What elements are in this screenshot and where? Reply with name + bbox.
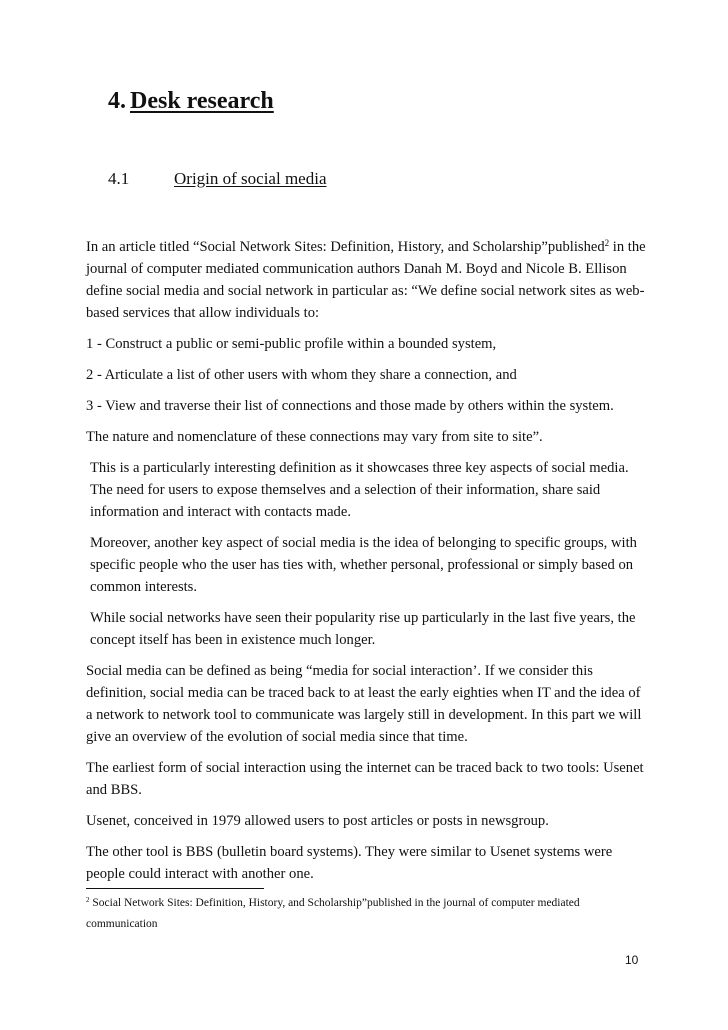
section-heading bbox=[108, 86, 274, 116]
subsection-heading bbox=[108, 168, 327, 190]
paragraph-nature: The nature and nomenclature of these connections may vary from site to site”. bbox=[86, 429, 543, 445]
paragraph-intro-part2: in the journal of computer mediated communication authors Danah M. Boyd and Nicole B. Ellison define social media and social network in particular as: “We define social network sites as web-based services that allow individuals to: bbox=[86, 239, 646, 321]
paragraph-intro-part1: In an article titled “Social Network Sites: Definition, History, and Scholarship”published bbox=[86, 239, 605, 255]
subsection-number: 4.1 bbox=[108, 169, 130, 188]
paragraph-bbs: The other tool is BBS (bulletin board systems). They were similar to Usenet systems were people could interact with another one. bbox=[86, 844, 613, 882]
footnote-separator bbox=[86, 888, 264, 889]
footnote-mark: 2 bbox=[86, 896, 90, 904]
subsection-title: Origin of social media bbox=[174, 169, 327, 188]
footnote-text: Social Network Sites: Definition, History, and Scholarship”published in the journal of computer mediated communication bbox=[86, 897, 580, 930]
footnote bbox=[86, 893, 646, 935]
paragraph-definition-media: Social media can be defined as being “media for social interaction’. If we consider this definition, social media can be traced back to at least the early eighties when IT and the idea of a network to network tool to communicate was largely still in development. In this part we will give an overview of the evolution of social media since that time. bbox=[86, 663, 642, 745]
paragraph-popularity: While social networks have seen their popularity rise up particularly in the last five years, the concept itself has been in existence much longer. bbox=[90, 610, 636, 648]
paragraph-usenet: Usenet, conceived in 1979 allowed users to post articles or posts in newsgroup. bbox=[86, 813, 549, 829]
paragraph-intro bbox=[86, 236, 646, 324]
page-number: 10 bbox=[625, 953, 639, 967]
paragraph-definition-comment: This is a particularly interesting definition as it showcases three key aspects of social media. The need for users to expose themselves and a selection of their information, share said information and interact with contacts made. bbox=[90, 460, 629, 520]
list-item-1: 1 - Construct a public or semi-public profile within a bounded system, bbox=[86, 336, 497, 352]
section-title: Desk research bbox=[130, 88, 274, 114]
body-text bbox=[86, 236, 646, 894]
list-item-2: 2 - Articulate a list of other users with whom they share a connection, and bbox=[86, 367, 517, 383]
paragraph-earliest-form: The earliest form of social interaction using the internet can be traced back to two tools: Usenet and BBS. bbox=[86, 760, 644, 798]
footnote-reference: 2 bbox=[604, 238, 610, 248]
section-number: 4. bbox=[108, 88, 126, 114]
list-item-3: 3 - View and traverse their list of connections and those made by others within the system. bbox=[86, 398, 614, 414]
paragraph-groups: Moreover, another key aspect of social media is the idea of belonging to specific groups, with specific people who the user has ties with, whether personal, professional or simply based on common interests. bbox=[90, 535, 637, 595]
